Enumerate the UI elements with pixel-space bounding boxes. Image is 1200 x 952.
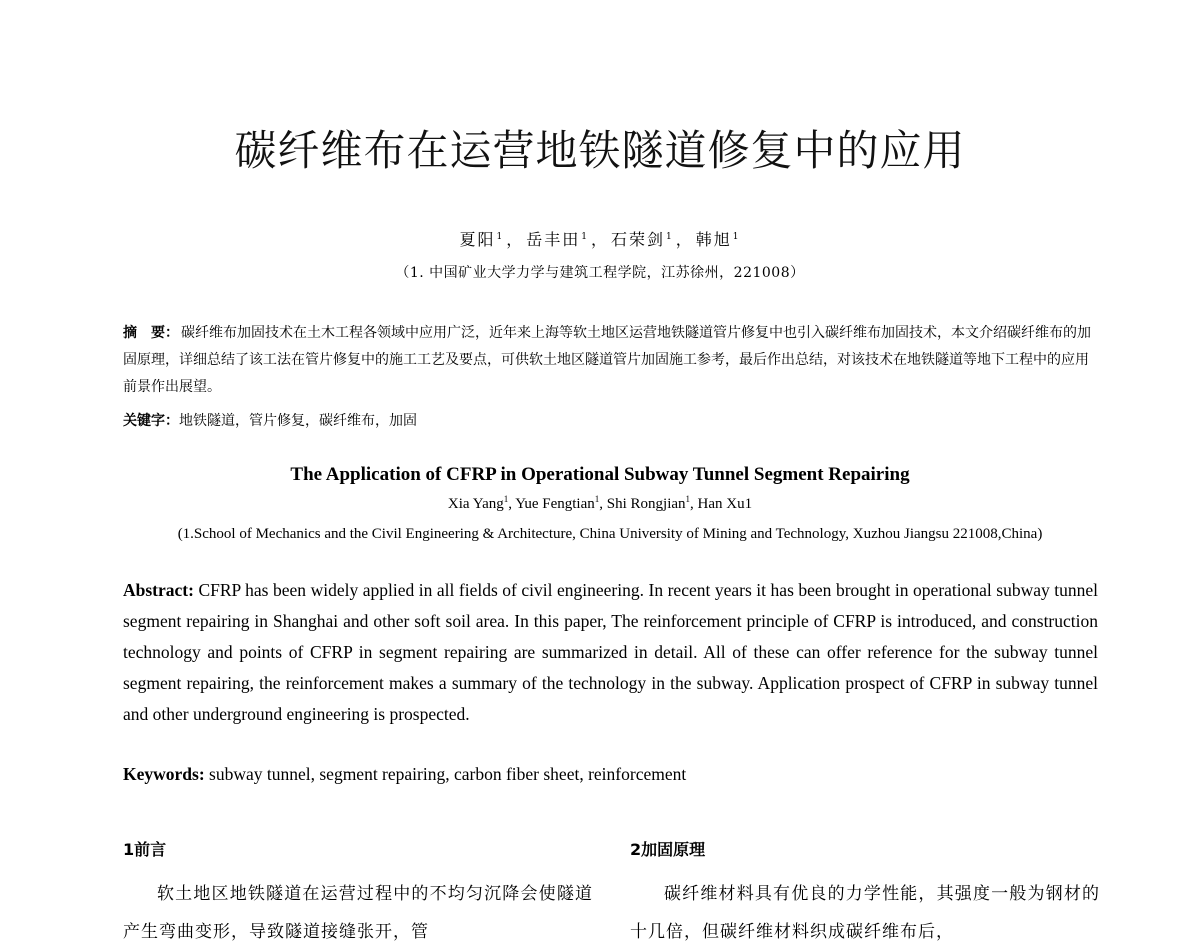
author-name: 韩旭 [695, 230, 732, 249]
section-heading-principle: 2加固原理 [630, 840, 706, 859]
author-name: 石荣剑 [611, 230, 666, 249]
abstract-text-en: CFRP has been widely applied in all fields of civil engineering. In recent years it has been brought in operational subway tunnel segment repairing in Shanghai and other soft soil area. In this paper, The reinforcement principle of CFRP is introduced, and construction technology and points of CFRP in segment repairing are summarized in detail. All of these can offer reference for the subway tunnel segment repairing, the reinforcement makes a summary of the technology in the subway. Application prospect of CFRP in subway tunnel and other underground engineering is prospected. [123, 580, 1099, 724]
section-body-introduction: 软土地区地铁隧道在运营过程中的不均匀沉降会使隧道产生弯曲变形，导致隧道接缝张开，管 [123, 884, 593, 942]
author-affil-mark: 1 [581, 231, 589, 242]
affiliation-en: (1.School of Mechanics and the Civil Engineering & Architecture, China University of Mining and Technology, Xuzhou Jiangsu 221008,China) [177, 526, 1043, 542]
paper-title-zh: 碳纤维布在运营地铁隧道修复中的应用 [234, 126, 966, 175]
abstract-label-en: Abstract: [123, 580, 194, 600]
author-name: 夏阳 [459, 230, 496, 249]
author-affil-mark: 1 [666, 231, 674, 242]
keywords-text-zh: 地铁隧道，管片修复，碳纤维布，加固 [179, 413, 417, 429]
keywords-label-zh: 关键字： [123, 413, 179, 429]
author-name: Han Xu1 [697, 496, 753, 512]
abstract-text-zh: 碳纤维布加固技术在土木工程各领域中应用广泛，近年来上海等软土地区运营地铁隧道管片修复中也引入碳纤维布加固技术，本文介绍碳纤维布的加固原理，详细总结了该工法在管片修复中的施工工艺及要点，可供软土地区隧道管片加固施工参考，最后作出总结，对该技术在地铁隧道等地下工程中的应用前景作出展望。 [123, 325, 1091, 395]
author-affil-mark: 1 [732, 231, 741, 242]
affiliation-zh: （1. 中国矿业大学力学与建筑工程学院，江苏徐州，221008） [395, 265, 805, 281]
keywords-label-en: Keywords: [123, 764, 205, 784]
keywords-text-en: subway tunnel, segment repairing, carbon fiber sheet, reinforcement [209, 764, 687, 784]
author-affil-mark: 1 [594, 494, 600, 504]
author-name: Yue Fengtian [515, 496, 595, 512]
author-name: Shi Rongjian [606, 496, 686, 512]
section-heading-introduction: 1前言 [123, 840, 167, 859]
abstract-zh [123, 320, 1098, 401]
abstract-label-zh: 摘 要： [123, 325, 179, 341]
author-list-en: Xia Yang$^1$, Yue Fengtian$^1$, Shi Rongjian$^1$, Han Xu1 [447, 494, 753, 512]
paper-title-en: The Application of CFRP in Operational Subway Tunnel Segment Repairing [290, 464, 910, 485]
author-name: Xia Yang [447, 496, 504, 512]
author-affil-mark: 1 [503, 494, 509, 504]
abstract-en [123, 575, 1098, 730]
author-name: 岳丰田 [526, 230, 581, 249]
author-list-zh [0, 227, 1200, 250]
author-separator: ， [675, 230, 694, 249]
author-affil-mark: 1 [685, 494, 691, 504]
section-body-principle: 碳纤维材料具有优良的力学性能，其强度一般为钢材的十几倍，但碳纤维材料织成碳纤维布后， [630, 884, 1100, 942]
author-separator: ， [506, 230, 525, 249]
keywords-zh [123, 408, 1098, 435]
author-separator: ， [590, 230, 609, 249]
author-affil-mark: 1 [496, 231, 505, 242]
keywords-en [123, 759, 1098, 790]
